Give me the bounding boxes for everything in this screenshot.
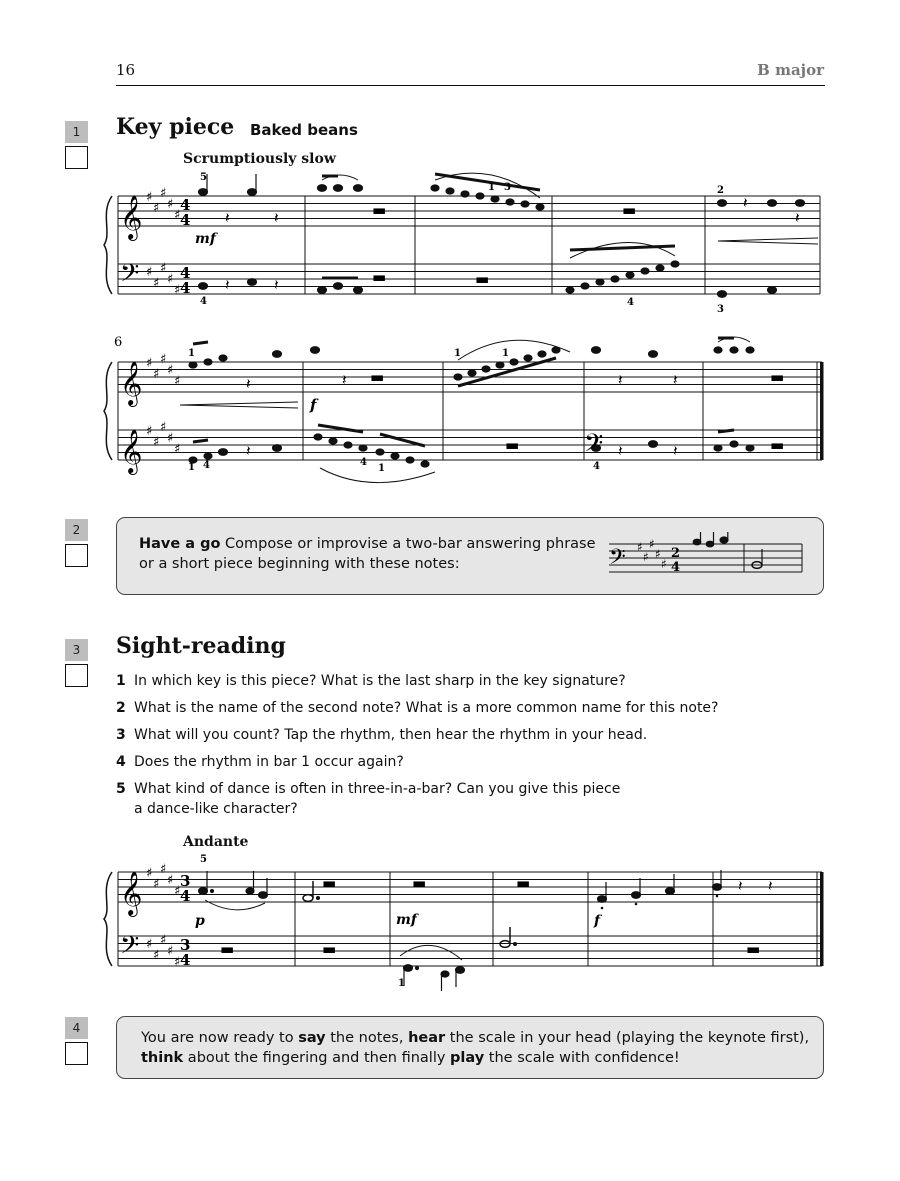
svg-text:♯: ♯ [153,877,160,892]
key-piece-heading: Key piece [116,114,235,140]
svg-text:𝄽: 𝄽 [225,276,230,294]
fingering-1: 1 [398,978,405,989]
svg-text:▬: ▬ [516,874,531,892]
svg-text:𝄞: 𝄞 [120,361,143,405]
have-a-go-panel [116,517,824,595]
svg-text:▬: ▬ [372,201,387,219]
svg-text:𝄽: 𝄽 [795,209,800,227]
svg-text:♯: ♯ [174,374,181,389]
fingering-5: 5 [200,854,207,865]
have-a-go-line2: or a short piece beginning with these notes: [139,556,460,572]
svg-text:2: 2 [717,185,724,196]
header-rule [116,85,825,86]
svg-text:1: 1 [188,462,195,473]
svg-text:♯: ♯ [146,356,153,371]
svg-text:𝄢: 𝄢 [584,429,604,464]
question-2: 2 What is the name of the second note? What is a more common name for this note? [116,700,719,716]
measure-number: 6 [114,335,123,350]
svg-text:♯: ♯ [174,283,181,298]
have-a-go-staff [607,532,812,582]
svg-text:𝄽: 𝄽 [743,194,748,212]
have-a-go-line1: Compose or improvise a two-bar answering phrase [225,536,596,552]
svg-text:4: 4 [180,951,191,969]
svg-text:♯: ♯ [649,537,655,551]
svg-text:♯: ♯ [146,265,153,280]
svg-text:♯: ♯ [160,261,167,276]
svg-text:♯: ♯ [160,933,167,948]
svg-text:𝄢: 𝄢 [120,931,140,966]
svg-text:𝄽: 𝄽 [738,877,743,895]
svg-text:4: 4 [360,457,367,468]
svg-text:♯: ♯ [174,208,181,223]
dynamic-f: f [594,913,601,929]
svg-text:♯: ♯ [146,190,153,205]
svg-text:4: 4 [203,460,210,471]
svg-text:♯: ♯ [160,420,167,435]
svg-text:♯: ♯ [655,547,661,561]
have-a-go-lead: Have a go [139,536,221,552]
svg-text:▬: ▬ [770,436,785,454]
question-4: 4 Does the rhythm in bar 1 occur again? [116,754,404,770]
svg-text:𝄽: 𝄽 [246,375,251,393]
svg-text:1: 1 [378,463,385,474]
sight-reading-heading: Sight-reading [116,633,286,659]
key-piece-system-2 [100,330,830,490]
svg-text:♯: ♯ [160,352,167,367]
section-number-3: 3 [65,639,88,661]
svg-text:𝄞: 𝄞 [120,871,143,915]
treble-clef-icon: 𝄞 [120,195,143,239]
svg-text:4: 4 [180,279,191,297]
svg-text:♯: ♯ [174,442,181,457]
svg-text:4: 4 [180,264,191,282]
sight-reading-tempo: Andante [183,834,249,850]
svg-text:▬: ▬ [370,368,385,386]
svg-text:▬: ▬ [475,270,490,288]
svg-text:𝄽: 𝄽 [673,371,678,389]
svg-text:▬: ▬ [622,201,637,219]
svg-text:𝄽: 𝄽 [342,371,347,389]
svg-text:3: 3 [504,182,511,193]
svg-text:♯: ♯ [174,884,181,899]
section-checkbox-3[interactable] [65,664,88,687]
svg-text:♯: ♯ [153,435,160,450]
svg-text:♯: ♯ [153,367,160,382]
svg-text:4: 4 [627,297,634,308]
svg-text:𝄽: 𝄽 [274,276,279,294]
svg-text:♯: ♯ [643,550,649,564]
section-checkbox-1[interactable] [65,146,88,169]
time-sig-top: 2 [671,546,681,561]
svg-text:♯: ♯ [160,862,167,877]
bass-clef-icon: 𝄢 [120,259,140,294]
svg-text:♯: ♯ [167,944,174,959]
svg-text:4: 4 [180,887,191,905]
section-number-4: 4 [65,1017,88,1039]
dynamic-p: p [195,913,205,929]
svg-text:▬: ▬ [322,874,337,892]
section-number-2: 2 [65,519,88,541]
svg-text:3: 3 [717,304,724,315]
svg-text:♯: ♯ [167,873,174,888]
key-piece-system-1 [100,168,830,318]
svg-text:f: f [310,396,317,414]
key-piece-title: Baked beans [250,121,358,139]
svg-text:𝄽: 𝄽 [768,877,773,895]
svg-text:1: 1 [454,348,461,359]
svg-text:4: 4 [593,461,600,472]
final-panel-line2: think about the fingering and then finally play the scale with confidence! [141,1050,680,1066]
svg-text:4: 4 [180,196,191,214]
section-number-1: 1 [65,121,88,143]
dynamic-mf: mf [396,912,417,928]
svg-text:4: 4 [200,296,207,307]
svg-text:▬: ▬ [505,436,520,454]
svg-text:♯: ♯ [146,424,153,439]
svg-text:▬: ▬ [372,268,387,286]
svg-text:♯: ♯ [146,937,153,952]
svg-text:4: 4 [180,211,191,229]
svg-text:𝄞: 𝄞 [120,429,143,473]
final-panel-line1: You are now ready to say the notes, hear the scale in your head (playing the keynote first), [141,1030,810,1046]
final-panel [116,1016,824,1079]
svg-text:♯: ♯ [637,540,643,554]
question-5: 5 What kind of dance is often in three-in-a-bar? Can you give this piece [116,781,621,797]
svg-text:♯: ♯ [167,197,174,212]
svg-text:▬: ▬ [322,940,337,958]
question-1: 1 In which key is this piece? What is the last sharp in the key signature? [116,673,626,689]
svg-text:𝄽: 𝄽 [274,209,279,227]
svg-text:1: 1 [502,348,509,359]
svg-text:♯: ♯ [661,557,667,571]
page-number: 16 [116,61,136,79]
svg-text:▬: ▬ [746,940,761,958]
svg-text:1: 1 [488,182,495,193]
svg-text:3: 3 [180,872,191,890]
svg-text:♯: ♯ [153,201,160,216]
svg-text:♯: ♯ [167,363,174,378]
svg-text:▬: ▬ [770,368,785,386]
svg-text:♯: ♯ [167,431,174,446]
svg-text:▬: ▬ [412,874,427,892]
svg-text:3: 3 [180,936,191,954]
svg-text:♯: ♯ [160,186,167,201]
sight-reading-score [100,848,830,998]
svg-text:1: 1 [188,348,195,359]
question-3: 3 What will you count? Tap the rhythm, then hear the rhythm in your head. [116,727,648,743]
section-checkbox-2[interactable] [65,544,88,567]
svg-text:♯: ♯ [153,276,160,291]
section-checkbox-4[interactable] [65,1042,88,1065]
svg-text:♯: ♯ [174,955,181,970]
svg-text:♯: ♯ [146,866,153,881]
svg-text:𝄽: 𝄽 [618,442,623,460]
question-5-cont: a dance-like character? [134,801,298,817]
svg-text:mf: mf [195,231,216,247]
svg-text:▬: ▬ [220,940,235,958]
svg-text:5: 5 [200,172,207,183]
time-sig-bottom: 4 [671,560,681,575]
bass-clef-icon: 𝄢 [609,545,626,575]
svg-text:♯: ♯ [167,272,174,287]
svg-text:♯: ♯ [153,948,160,963]
key-piece-tempo: Scrumptiously slow [183,151,336,167]
svg-text:𝄽: 𝄽 [673,442,678,460]
svg-text:𝄽: 𝄽 [246,442,251,460]
svg-text:𝄽: 𝄽 [618,371,623,389]
page-key-title: B major [757,61,824,79]
svg-text:𝄽: 𝄽 [225,209,230,227]
